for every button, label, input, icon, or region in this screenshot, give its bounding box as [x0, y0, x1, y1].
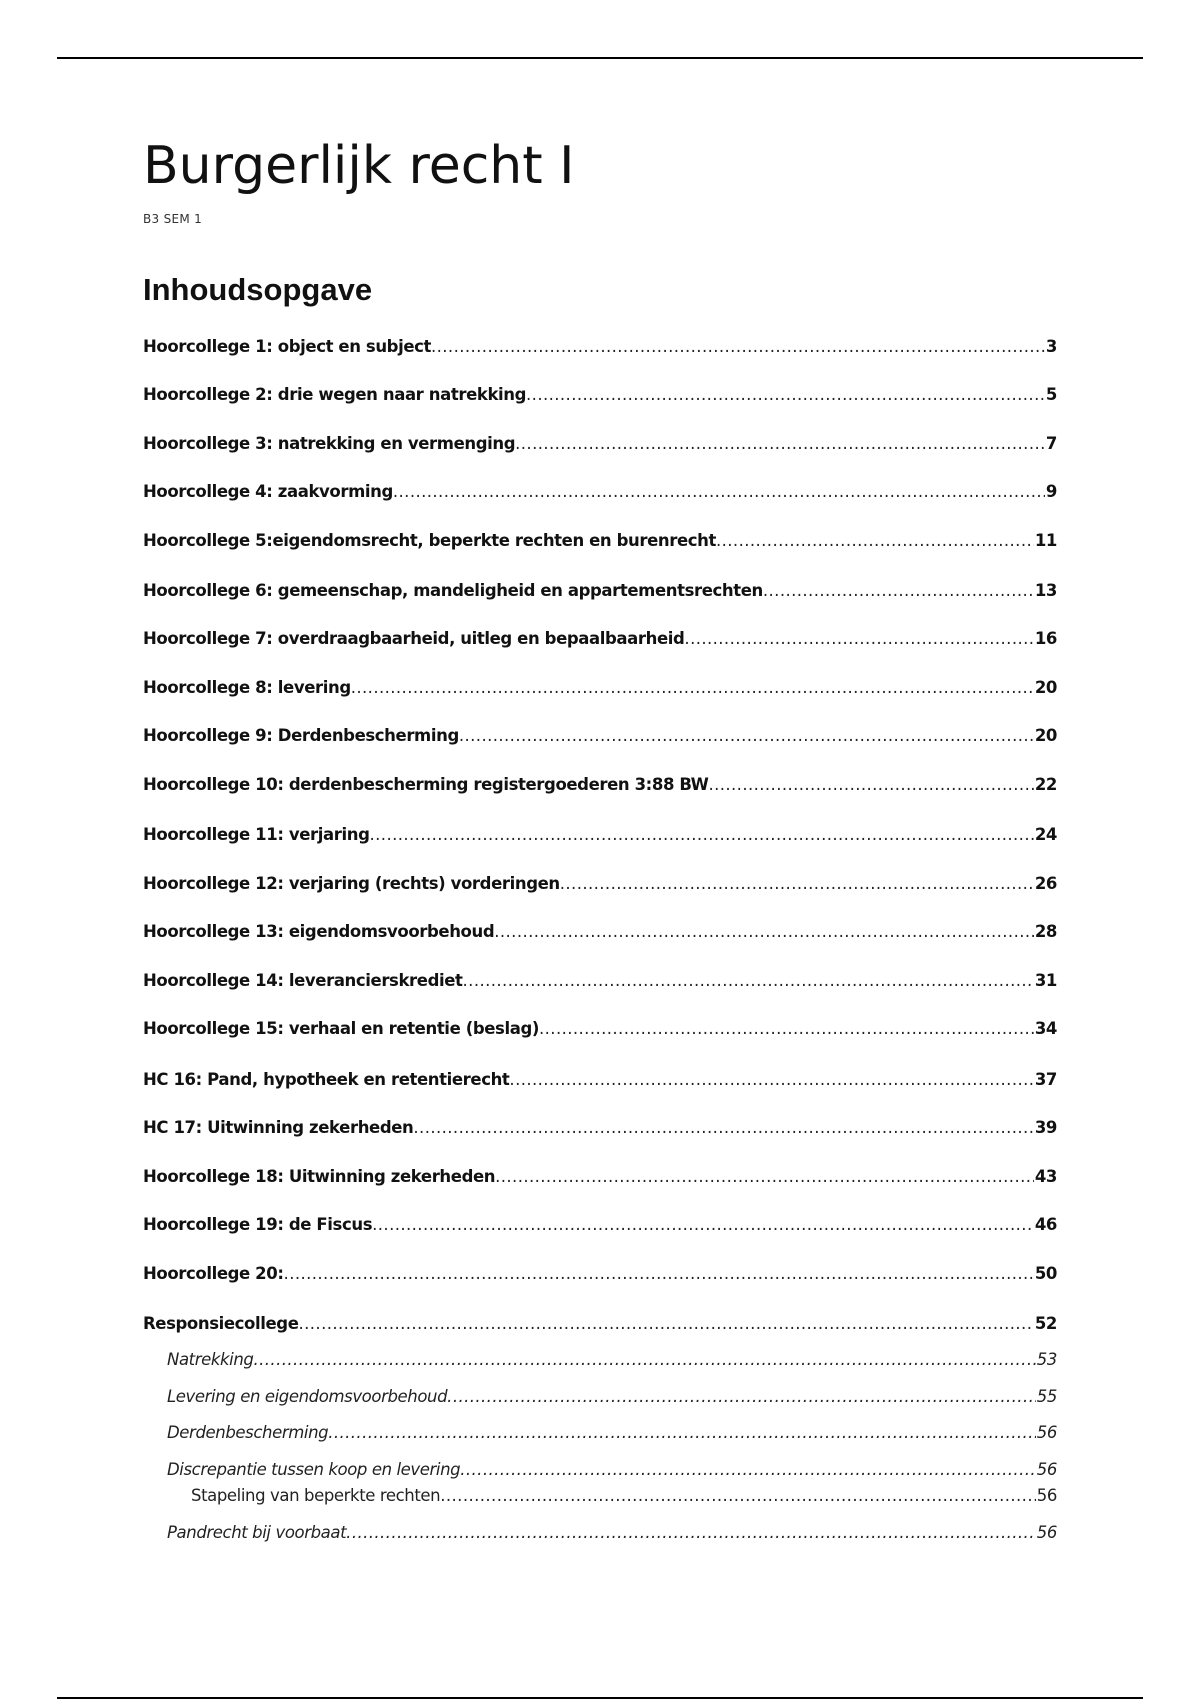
toc-entry-label: Hoorcollege 5:eigendomsrecht, beperkte rechten en burenrecht [143, 531, 716, 550]
toc-entry-page-number: 56 [1036, 1460, 1057, 1479]
toc-dot-leader [447, 1386, 1036, 1408]
document-title: Burgerlijk recht I [143, 136, 575, 196]
toc-entry[interactable] [143, 677, 1057, 699]
toc-entry-label: Hoorcollege 12: verjaring (rechts) vorderingen [143, 874, 560, 893]
toc-entry-page-number: 5 [1045, 385, 1057, 404]
toc-entry[interactable] [191, 1485, 1057, 1507]
toc-entry-label: Hoorcollege 9: Derdenbescherming [143, 726, 459, 745]
toc-entry-label: Hoorcollege 13: eigendomsvoorbehoud [143, 922, 495, 941]
toc-entry[interactable] [143, 921, 1057, 943]
toc-entry[interactable] [143, 824, 1057, 846]
toc-dot-leader [495, 1166, 1034, 1188]
toc-entry-page-number: 26 [1034, 874, 1057, 893]
toc-dot-leader [253, 1349, 1035, 1371]
toc-dot-leader [440, 1485, 1036, 1507]
toc-entry-label: Derdenbescherming [167, 1423, 329, 1442]
toc-dot-leader [560, 873, 1034, 895]
toc-entry[interactable] [143, 1117, 1057, 1139]
toc-entry[interactable] [143, 873, 1057, 895]
toc-dot-leader [460, 1459, 1036, 1481]
toc-entry-label: Responsiecollege [143, 1314, 299, 1333]
toc-entry[interactable] [143, 1069, 1057, 1091]
toc-entry-page-number: 52 [1034, 1314, 1057, 1333]
toc-entry-page-number: 20 [1034, 726, 1057, 745]
toc-entry[interactable] [143, 1214, 1057, 1236]
toc-entry[interactable] [143, 725, 1057, 747]
toc-dot-leader [299, 1313, 1034, 1335]
toc-entry-page-number: 55 [1036, 1387, 1057, 1406]
toc-entry[interactable] [143, 1263, 1057, 1285]
toc-dot-leader [463, 970, 1034, 992]
toc-entry[interactable] [143, 1166, 1057, 1188]
toc-entry[interactable] [143, 1313, 1057, 1335]
toc-entry-page-number: 20 [1034, 678, 1057, 697]
toc-dot-leader [370, 824, 1034, 846]
toc-entry-label: HC 17: Uitwinning zekerheden [143, 1118, 414, 1137]
toc-entry-label: Hoorcollege 15: verhaal en retentie (beslag) [143, 1019, 540, 1038]
toc-entry-page-number: 13 [1034, 581, 1057, 600]
toc-entry-label: Hoorcollege 4: zaakvorming [143, 482, 393, 501]
toc-entry[interactable] [143, 774, 1057, 796]
toc-entry-page-number: 24 [1034, 825, 1057, 844]
toc-entry[interactable] [167, 1349, 1057, 1371]
toc-entry[interactable] [143, 336, 1057, 358]
toc-entry-label: Hoorcollege 6: gemeenschap, mandeligheid en appartementsrechten [143, 581, 763, 600]
toc-entry-label: Hoorcollege 2: drie wegen naar natrekking [143, 385, 527, 404]
toc-entry-page-number: 7 [1045, 434, 1057, 453]
toc-dot-leader [346, 1522, 1036, 1544]
toc-entry-page-number: 53 [1036, 1350, 1057, 1369]
toc-dot-leader [763, 580, 1034, 602]
toc-entry-label: Hoorcollege 7: overdraagbaarheid, uitleg en bepaalbaarheid [143, 629, 685, 648]
toc-entry-page-number: 56 [1036, 1523, 1057, 1542]
toc-entry-label: Hoorcollege 8: levering [143, 678, 351, 697]
toc-entry-page-number: 28 [1034, 922, 1057, 941]
toc-heading: Inhoudsopgave [143, 272, 373, 307]
toc-entry-page-number: 22 [1034, 775, 1057, 794]
toc-entry[interactable] [143, 384, 1057, 406]
toc-dot-leader [393, 481, 1045, 503]
toc-dot-leader [372, 1214, 1034, 1236]
toc-entry-page-number: 50 [1034, 1264, 1057, 1283]
toc-entry[interactable] [167, 1522, 1057, 1544]
toc-entry-label: Hoorcollege 1: object en subject [143, 337, 431, 356]
toc-entry-label: Levering en eigendomsvoorbehoud [167, 1387, 448, 1406]
header-rule [57, 57, 1143, 59]
toc-dot-leader [494, 921, 1034, 943]
toc-entry-label: HC 16: Pand, hypotheek en retentierecht [143, 1070, 510, 1089]
toc-entry-label: Natrekking [167, 1350, 254, 1369]
footer-rule [57, 1697, 1143, 1699]
toc-entry-label: Hoorcollege 3: natrekking en vermenging [143, 434, 516, 453]
toc-entry-label: Hoorcollege 14: leverancierskrediet [143, 971, 463, 990]
toc-entry[interactable] [143, 433, 1057, 455]
toc-entry-page-number: 9 [1045, 482, 1057, 501]
toc-entry-label: Hoorcollege 19: de Fiscus [143, 1215, 373, 1234]
toc-entry-label: Hoorcollege 18: Uitwinning zekerheden [143, 1167, 496, 1186]
toc-entry[interactable] [143, 1018, 1057, 1040]
toc-entry[interactable] [167, 1386, 1057, 1408]
toc-entry-page-number: 34 [1034, 1019, 1057, 1038]
toc-entry[interactable] [143, 580, 1057, 602]
toc-entry-page-number: 39 [1034, 1118, 1057, 1137]
toc-entry-label: Discrepantie tussen koop en levering [167, 1460, 461, 1479]
toc-dot-leader [328, 1422, 1036, 1444]
toc-entry-page-number: 56 [1036, 1486, 1057, 1505]
toc-entry-page-number: 11 [1034, 531, 1057, 550]
toc-entry[interactable] [143, 530, 1057, 552]
toc-dot-leader [351, 677, 1034, 699]
toc-dot-leader [413, 1117, 1033, 1139]
document-subtitle: B3 SEM 1 [143, 212, 203, 226]
toc-entry-page-number: 16 [1034, 629, 1057, 648]
toc-entry-page-number: 56 [1036, 1423, 1057, 1442]
toc-dot-leader [684, 628, 1033, 650]
toc-entry-page-number: 31 [1034, 971, 1057, 990]
toc-entry[interactable] [167, 1422, 1057, 1444]
toc-dot-leader [708, 774, 1033, 796]
toc-entry-label: Hoorcollege 10: derdenbescherming registergoederen 3:88 BW [143, 775, 709, 794]
toc-entry-label: Hoorcollege 20: [143, 1264, 284, 1283]
toc-entry-label: Stapeling van beperkte rechten [191, 1486, 441, 1505]
toc-entry[interactable] [143, 628, 1057, 650]
toc-dot-leader [515, 433, 1045, 455]
toc-entry-page-number: 43 [1034, 1167, 1057, 1186]
toc-entry[interactable] [143, 481, 1057, 503]
toc-entry-label: Pandrecht bij voorbaat [167, 1523, 347, 1542]
toc-entry[interactable] [167, 1459, 1057, 1481]
toc-entry-page-number: 37 [1034, 1070, 1057, 1089]
toc-dot-leader [459, 725, 1034, 747]
toc-entry-page-number: 46 [1034, 1215, 1057, 1234]
toc-dot-leader [431, 336, 1045, 358]
toc-dot-leader [716, 530, 1034, 552]
toc-entry-page-number: 3 [1045, 337, 1057, 356]
toc-dot-leader [509, 1069, 1033, 1091]
toc-dot-leader [284, 1263, 1034, 1285]
toc-entry-label: Hoorcollege 11: verjaring [143, 825, 370, 844]
toc-dot-leader [526, 384, 1045, 406]
toc-entry[interactable] [143, 970, 1057, 992]
toc-dot-leader [539, 1018, 1034, 1040]
